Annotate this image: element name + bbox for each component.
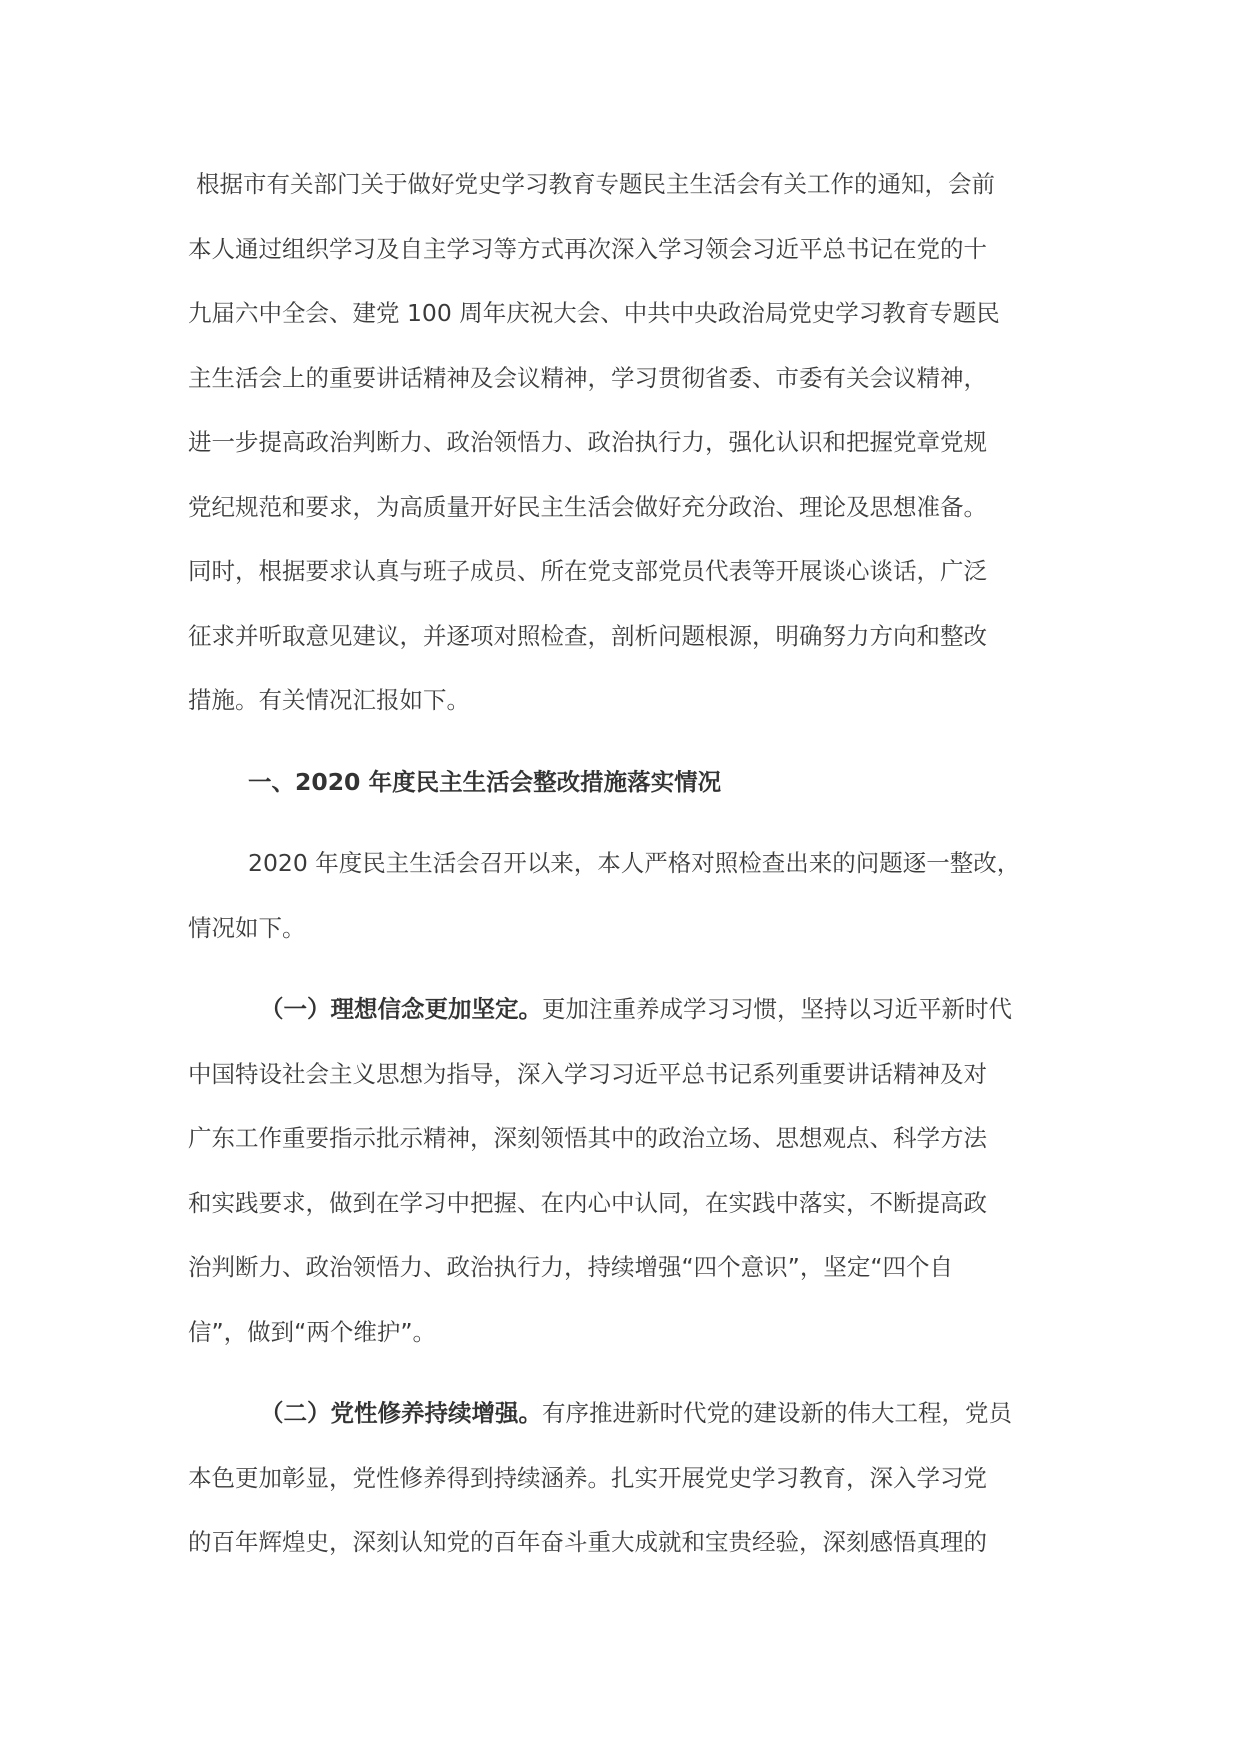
text-line: 的百年辉煌史，深刻认知党的百年奋斗重大成就和宝贵经验，深刻感悟真理的 [188, 1528, 987, 1556]
text-line: 九届六中全会、建党 100 周年庆祝大会、中共中央政治局党史学习教育专题民 [188, 299, 1000, 327]
text-line: 本人通过组织学习及自主学习等方式再次深入学习领会习近平总书记在党的十 [188, 234, 987, 263]
item-title: （二）党性修养持续增强。 [260, 1399, 542, 1427]
text-line: 治判断力、政治领悟力、政治执行力，持续增强“四个意识”，坚定“四个自 [188, 1253, 954, 1281]
text-line: 情况如下。 [188, 913, 306, 942]
text-line: 2020 年度民主生活会召开以来，本人严格对照检查出来的问题逐一整改， [248, 849, 1021, 877]
text-line: 和实践要求，做到在学习中把握、在内心中认同，在实践中落实，不断提高政 [188, 1188, 987, 1217]
section-heading: 一、2020 年度民主生活会整改措施落实情况 [248, 767, 722, 796]
text-line: 进一步提高政治判断力、政治领悟力、政治执行力，强化认识和把握党章党规 [188, 428, 987, 456]
text-line: 广东工作重要指示批示精神，深刻领悟其中的政治立场、思想观点、科学方法 [188, 1124, 987, 1152]
text-line: 主生活会上的重要讲话精神及会议精神，学习贯彻省委、市委有关会议精神， [188, 363, 987, 392]
text-line: 征求并听取意见建议，并逐项对照检查，剖析问题根源，明确努力方向和整改 [188, 621, 987, 650]
text-line: 根据市有关部门关于做好党史学习教育专题民主生活会有关工作的通知，会前 [196, 170, 995, 198]
item-paragraph-2 [188, 1397, 1058, 1591]
item-text: 更加注重养成学习习惯，坚持以习近平新时代 [542, 995, 1012, 1023]
text-line: 信”，做到“两个维护”。 [188, 1317, 437, 1346]
item-text: 有序推进新时代党的建设新的伟大工程，党员 [542, 1399, 1012, 1427]
document-page [188, 168, 1058, 1591]
text-line [188, 993, 1058, 1058]
text-line: 同时，根据要求认真与班子成员、所在党支部党员代表等开展谈心谈话，广泛 [188, 557, 987, 585]
text-line [188, 1397, 1058, 1462]
text-line: 本色更加彰显，党性修养得到持续涵养。扎实开展党史学习教育，深入学习党 [188, 1463, 987, 1492]
item-title: （一）理想信念更加坚定。 [260, 995, 542, 1023]
item-paragraph-1 [188, 993, 1058, 1380]
text-line: 党纪规范和要求，为高质量开好民主生活会做好充分政治、理论及思想准备。 [188, 492, 987, 521]
text-line: 措施。有关情况汇报如下。 [188, 686, 470, 714]
section-paragraph [188, 847, 1058, 976]
text-line: 中国特设社会主义思想为指导，深入学习习近平总书记系列重要讲话精神及对 [188, 1059, 987, 1088]
intro-paragraph [188, 168, 1058, 749]
